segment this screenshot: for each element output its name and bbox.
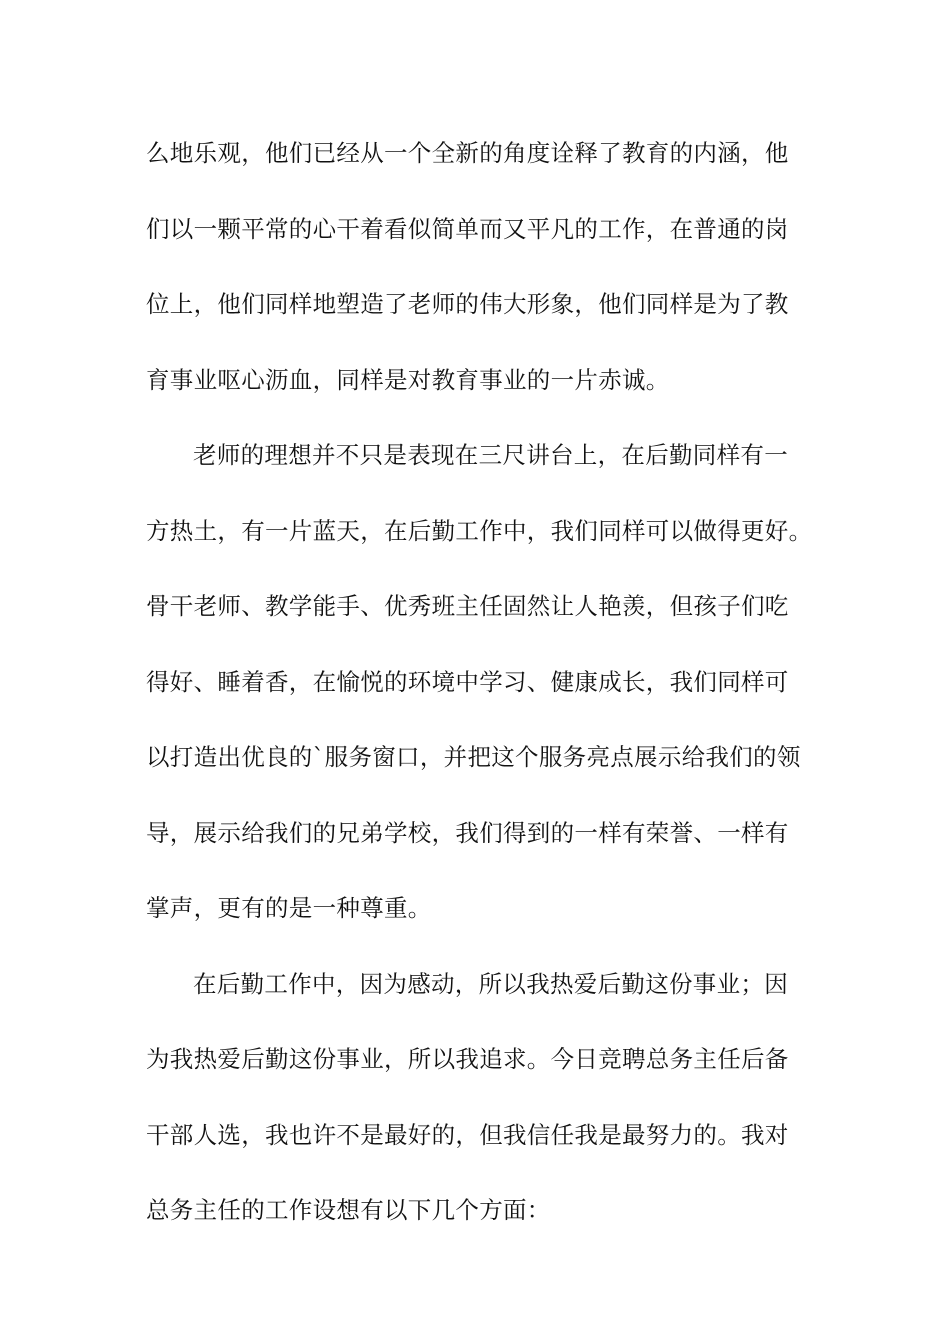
paragraph-first-line: 在后勤工作中，因为感动，所以我热爱后勤这份事业；因 — [193, 969, 788, 998]
text-line: 掌声，更有的是一种尊重。 — [146, 894, 432, 922]
text-line: 育事业呕心沥血，同样是对教育事业的一片赤诚。 — [146, 365, 670, 394]
paragraph-first-line: 老师的理想并不只是表现在三尺讲台上，在后勤同样有一 — [193, 441, 788, 469]
text-line: 么地乐观，他们已经从一个全新的角度诠释了教育的内涵，他 — [146, 139, 789, 167]
text-line: 得好、睡着香，在愉悦的环境中学习、健康成长，我们同样可 — [146, 667, 789, 696]
text-line: 骨干老师、教学能手、优秀班主任固然让人艳羡，但孩子们吃 — [146, 592, 789, 620]
text-line: 们以一颗平常的心干着看似简单而又平凡的工作，在普通的岗 — [146, 214, 789, 243]
text-line: 导，展示给我们的兄弟学校，我们得到的一样有荣誉、一样有 — [146, 818, 789, 847]
text-line: 方热土，有一片蓝天，在后勤工作中，我们同样可以做得更好。 — [146, 516, 813, 545]
text-line: 以打造出优良的`服务窗口，并把这个服务亮点展示给我们的领 — [146, 743, 801, 771]
text-line: 干部人选，我也许不是最好的，但我信任我是最努力的。我对 — [146, 1120, 789, 1149]
body-text — [146, 128, 826, 1261]
text-line: 为我热爱后勤这份事业，所以我追求。今日竞聘总务主任后备 — [146, 1045, 789, 1073]
text-line: 位上，他们同样地塑造了老师的伟大形象，他们同样是为了教 — [146, 290, 789, 318]
text-line: 总务主任的工作设想有以下几个方面： — [146, 1196, 551, 1224]
